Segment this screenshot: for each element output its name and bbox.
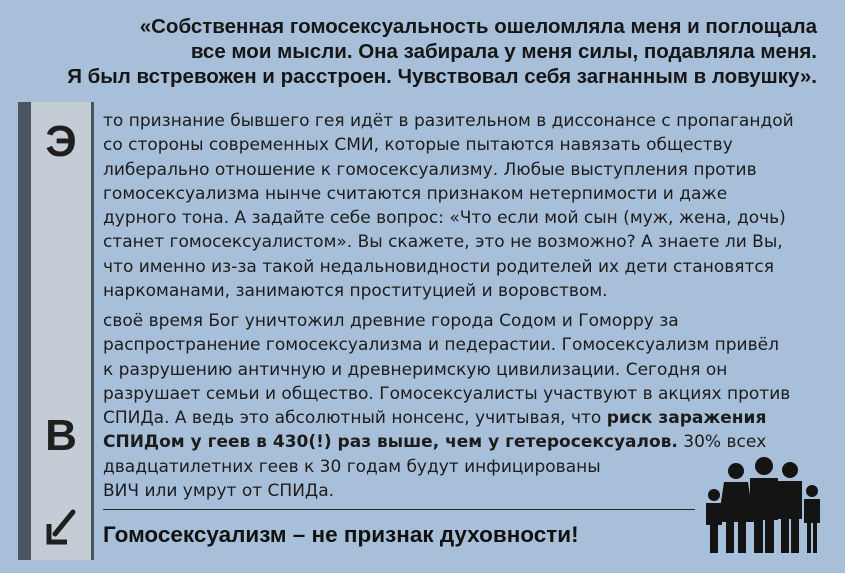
paragraph-2-line: своё время Бог уничтожил древние города Содом и Гоморру за: [103, 311, 679, 331]
paragraph-2-text: СПИДа. А ведь это абсолютный нонсенс, учитывая, что: [103, 408, 602, 429]
paragraph-2-line: разрушает семьи и общество. Гомосексуалисты участвуют в акциях против: [103, 383, 791, 404]
paragraph-1-line: что именно из-за такой недальновидности родителей их дети становятся: [103, 256, 774, 277]
paragraph-1-line: то признание бывшего гея идёт в разительном в диссонансе с пропагандой: [103, 111, 794, 131]
divider-line: [103, 509, 695, 510]
quote-line-2: все мои мысли. Она забирала у меня силы, подавляла меня.: [190, 40, 817, 63]
drop-cap-letter-v: В: [45, 411, 77, 460]
paragraph-2-line: двадцатилетних геев к 30 годам будут инфицированы: [103, 456, 601, 477]
sidebar-panel: [31, 102, 91, 560]
quote-block: [17, 14, 817, 89]
quote-line-3: Я был встревожен и расстроен. Чувствовал себя загнанным в ловушку».: [67, 65, 817, 88]
quote-line-1: «Собственная гомосексуальность ошеломляла меня и поглощала: [139, 15, 817, 38]
paragraph-2-line: к разрушению античную и древнеримскую цивилизации. Сегодня он: [103, 359, 728, 380]
paragraph-1-line: дурного тона. А задайте себе вопрос: «Что если мой сын (муж, жена, дочь): [103, 208, 786, 229]
paragraph-1: [103, 109, 833, 303]
paragraph-2-line: ВИЧ или умрут от СПИДа.: [103, 481, 335, 502]
drop-cap-letter-e: Э: [45, 117, 77, 166]
family-silhouette-icon: [702, 455, 822, 555]
paragraph-1-line: со стороны современных СМИ, которые пытаются навязать обществу: [103, 135, 733, 156]
sidebar-bar: [18, 102, 94, 560]
paragraph-1-line: наркоманами, занимаются проституцией и воровством.: [103, 281, 608, 302]
slogan: Гомосексуализм – не признак духовности!: [103, 522, 579, 547]
paragraph-2-line: распространение гомосексуализма и педерастии. Гомосексуализм привёл: [103, 335, 779, 356]
arrow-down-left-icon: [45, 508, 79, 548]
paragraph-2-line: [103, 406, 833, 430]
paragraph-1-line: гомосексуализма нынче считаются признаком нетерпимости и даже: [103, 183, 728, 204]
paragraph-2-bold-text: риск заражения: [606, 408, 767, 429]
paragraph-2-line: [103, 430, 833, 454]
paragraph-2-text: 30% всех: [683, 432, 767, 453]
paragraph-2-bold-text: СПИДом у геев в 430(!) раз выше, чем у гетеросексуалов.: [103, 432, 678, 453]
paragraph-1-line: станет гомосексуалистом». Вы скажете, это не возможно? А знаете ли Вы,: [103, 232, 783, 253]
paragraph-1-line: либерально отношение к гомосексуализму. Любые выступления против: [103, 159, 757, 180]
